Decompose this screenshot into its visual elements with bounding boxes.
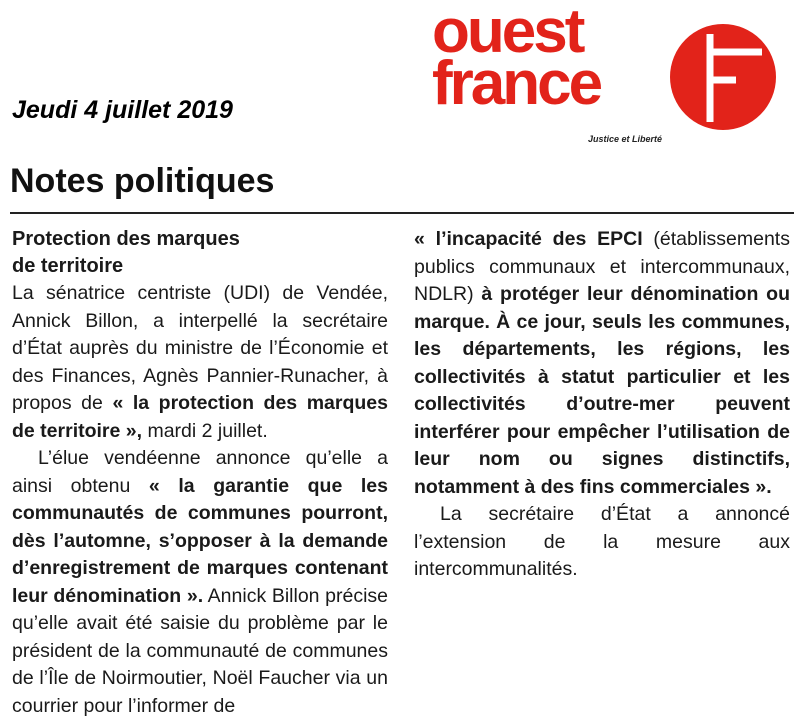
title-divider [10, 212, 794, 214]
paragraph-1: La sénatrice centriste (UDI) de Vendée, Annick Billon, a interpellé la secrétaire d’État auprès du ministre de l’Économie et des Finances, Agnès Pannier-Runacher, à propos de « la protection des marques de territoire », mardi 2 juillet. [12, 282, 388, 442]
logo-tagline: Justice et Liberté [588, 134, 663, 144]
headline-line-2: de territoire [12, 255, 124, 277]
logo-line-france: france [432, 49, 601, 118]
paragraph-2: L’élue vendéenne annonce qu’elle a ainsi obtenu « la garantie que les communautés de communes pourront, dès l’automne, s’opposer à la demande d’enregistrement de marques contenant leur dénomination ». Annick Billon précise qu’elle avait été saisie du problème par le président de la communauté de communes de l’Île de Noirmoutier, Noël Faucher via un courrier pour l’informer de [12, 447, 388, 717]
logo-emblem-icon [668, 22, 778, 132]
article-column-right [414, 226, 790, 584]
paragraph-3: La secrétaire d’État a annoncé l’extension de la mesure aux intercommunalités. [414, 503, 790, 580]
article-headline [12, 226, 388, 280]
headline-line-1: Protection des marques [12, 228, 240, 250]
section-title: Notes politiques [10, 162, 275, 200]
article-column-left [12, 226, 388, 720]
logo-line-ouest: ouest [432, 0, 583, 66]
publication-date: Jeudi 4 juillet 2019 [12, 96, 233, 124]
logo-wordmark [432, 0, 601, 118]
paragraph-2-continued: « l’incapacité des EPCI (établissements publics communaux et intercommunaux, NDLR) à protéger leur dénomination ou marque. À ce jour, seuls les communes, les départements, les régions, les collectivités à statut particulier et les collectivités d’outre-mer peuvent interférer pour empêcher l’utilisation de leur nom ou signes distinctifs, notamment à des fins commerciales ». [414, 228, 790, 498]
ouest-france-logo [432, 0, 782, 156]
